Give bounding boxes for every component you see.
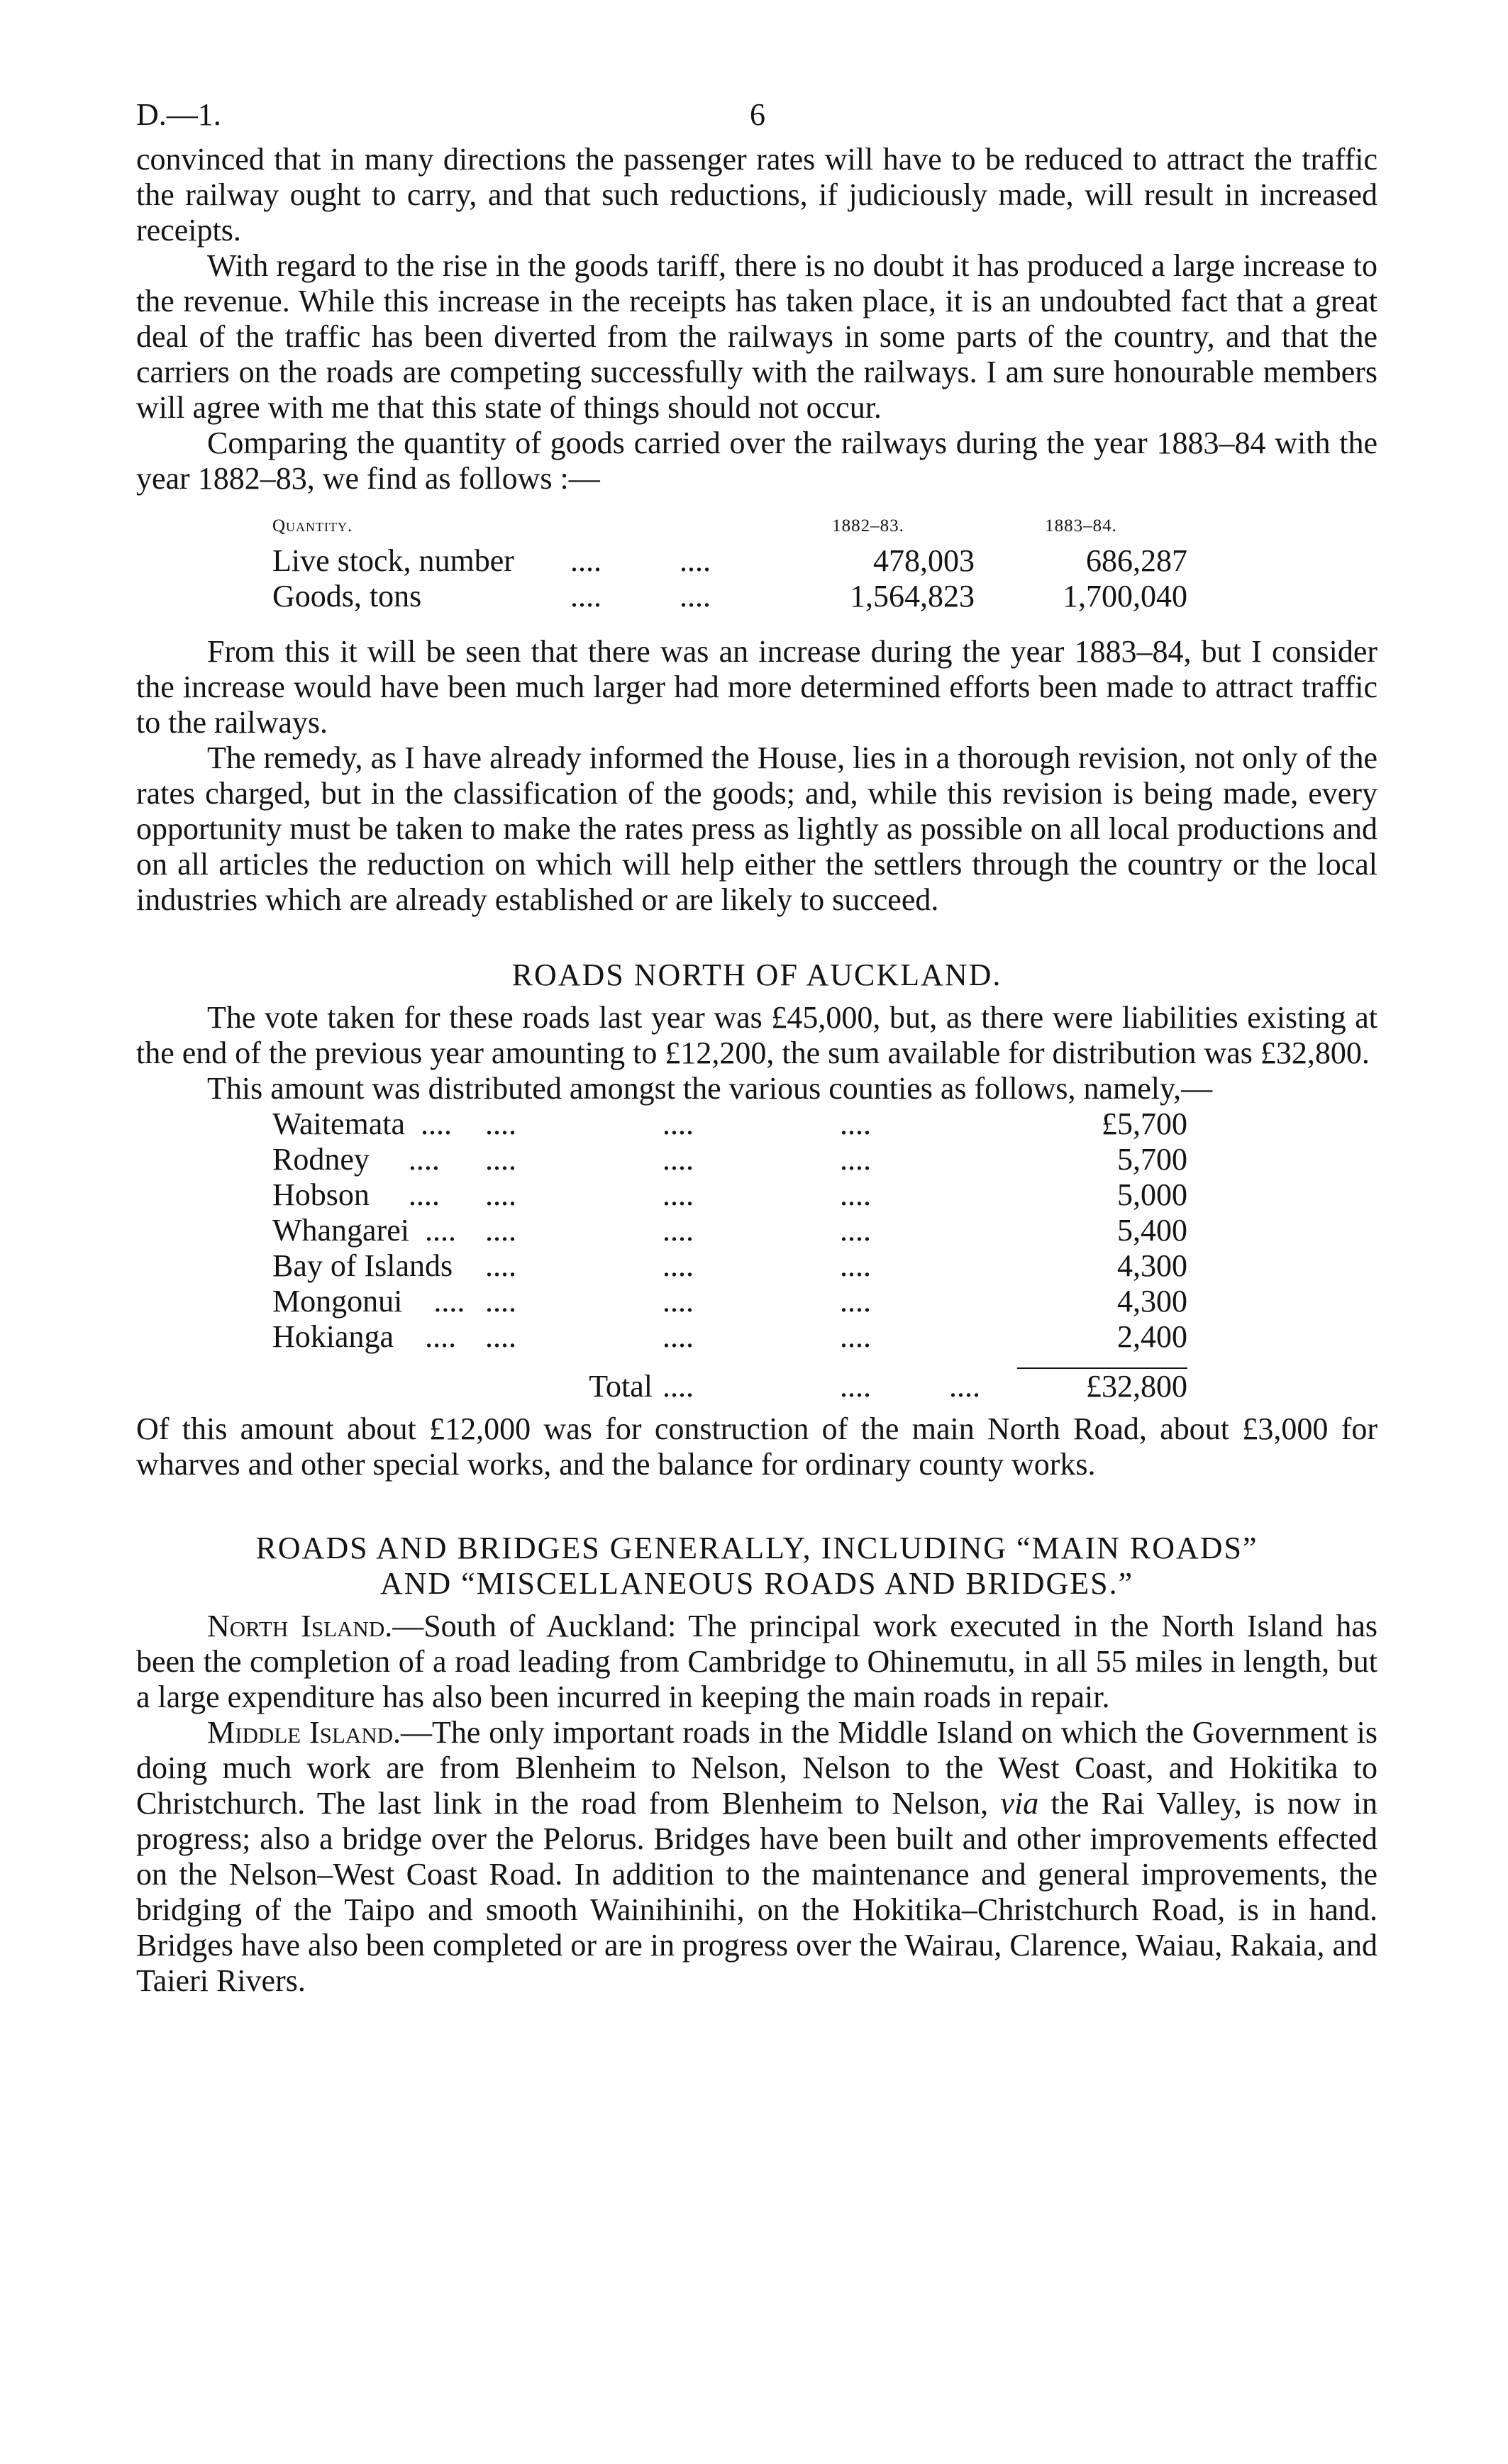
table-row [272,1319,1187,1355]
table-row [272,1177,1187,1213]
page-header [136,85,1377,142]
sum-rule-line [1017,1355,1187,1368]
document-reference: D.—1. [136,97,221,132]
leader-dots: .... [662,1284,694,1319]
county-amount: £5,700 [1102,1106,1187,1141]
page-number: 6 [750,97,765,132]
county-name: Waitemata .... [272,1106,453,1141]
north-island-label: North Island. [207,1609,393,1643]
leader-dots: .... [840,1368,871,1404]
leader-dots: .... [840,1106,871,1141]
table-row [272,1213,1187,1248]
col-quantity: Quantity. [272,516,353,535]
increase-paragraph: From this it will be seen that there was an increase during the year 1883–84, but I consider the increase would have been much larger had more determined efforts been made to attract traffic to the railways. [136,634,1377,740]
allocation-paragraph: Of this amount about £12,000 was for construction of the main North Road, about £3,000 for wharves and other special works, and the balance for ordinary county works. [136,1411,1377,1482]
section-heading-roads-north: ROADS NORTH OF AUCKLAND. [511,958,1002,992]
table-row [272,579,1187,614]
quantity-table [272,516,1187,614]
total-row [272,1368,1187,1404]
county-amount: 5,000 [1117,1177,1187,1212]
table-row [272,1248,1187,1284]
row-label: Live stock, number [272,543,514,578]
leader-dots: .... [433,1284,465,1319]
leader-dots: .... [485,1248,516,1283]
total-rule [272,1355,1187,1368]
col-1883-84: 1883–84. [1045,516,1117,535]
leader-dots: .... [840,1213,871,1248]
quantity-table-header [272,516,1187,543]
leader-dots: .... [485,1319,516,1354]
leader-dots: .... [680,543,711,578]
leader-dots: .... [421,1106,453,1141]
county-amount: 4,300 [1117,1248,1187,1283]
leader-dots: .... [662,1106,694,1141]
north-island-paragraph [136,1609,1377,1715]
leader-dots: .... [840,1177,871,1212]
middle-island-text-2: the Rai Valley, is now in progress; also a bridge over the Pelorus. Bridges have been built and other improvements effected on the Nelson–West Coast Road. In addition to the maintenance and general improvements, the bridging of the Taipo and smooth Wainihinihi, on the Hokitika–Christchurch Road, is in hand. Bridges have also been completed or are in progress over the Wairau, Clarence, Waiau, Rakaia, and Taieri Rivers. [136,1786,1378,1998]
value-1883-84: 686,287 [1086,543,1187,578]
document-page [136,85,1377,1999]
distribution-paragraph: This amount was distributed amongst the various counties as follows, namely,— [207,1071,1213,1106]
leader-dots: .... [662,1248,694,1283]
total-label: Total [589,1368,653,1404]
county-name: Rodney .... [272,1142,440,1177]
goods-tariff-paragraph: With regard to the rise in the goods tariff, there is no doubt it has produced a large increase to the revenue. While this increase in the receipts has taken place, it is an undoubted fact that a great deal of the traffic has been diverted from the railways in some parts of the country, and that the carriers on the roads are competing successfully with the railways. I am sure honourable members will agree with me that this state of things should not occur. [136,248,1377,425]
table-row [272,1284,1187,1319]
leader-dots: .... [840,1319,871,1354]
heading-line-2: AND “MISCELLANEOUS ROADS AND BRIDGES.” [379,1566,1134,1601]
middle-island-label: Middle Island. [207,1715,401,1750]
table-row [272,1142,1187,1177]
table-row [272,543,1187,579]
leader-dots: .... [840,1142,871,1177]
leader-dots: .... [485,1106,516,1141]
leader-dots: .... [662,1177,694,1212]
county-name: Hobson .... [272,1177,440,1212]
leader-dots: .... [425,1213,456,1248]
leader-dots: .... [485,1213,516,1248]
section-heading-roads-bridges [136,1531,1377,1602]
value-1882-83: 1,564,823 [850,579,975,614]
counties-table [272,1106,1187,1404]
leader-dots: .... [662,1213,694,1248]
total-amount: £32,800 [1086,1369,1187,1404]
leader-dots: .... [485,1284,516,1319]
leader-dots: .... [570,579,601,614]
leader-dots: .... [662,1368,694,1404]
col-1882-83: 1882–83. [832,516,904,535]
leader-dots: .... [680,579,711,614]
leader-dots: .... [485,1142,516,1177]
county-name: Bay of Islands [272,1248,453,1283]
leader-dots: .... [408,1142,440,1177]
north-island-text: —South of Auckland: The principal work executed in the North Island has been the completion of a road leading from Cambridge to Ohinemutu, in all 55 miles in length, but a large expenditure has also been incurred in keeping the main roads in repair. [136,1609,1377,1714]
remedy-paragraph: The remedy, as I have already informed the House, lies in a thorough revision, not only of the rates charged, but in the classification of the goods; and, while this revision is being made, every opportunity must be taken to make the rates press as lightly as possible on all local productions and on all articles the reduction on which will help either the settlers through the country or the local industries which are already established or are likely to succeed. [136,740,1377,917]
leader-dots: .... [949,1368,980,1404]
table-row [272,1106,1187,1142]
county-name: Mongonui .... [272,1284,465,1319]
intro-paragraph: convinced that in many directions the passenger rates will have to be reduced to attract the traffic the railway ought to carry, and that such reductions, if judiciously made, will result in increased receipts. [136,142,1377,248]
county-amount: 2,400 [1117,1319,1187,1354]
row-label: Goods, tons [272,579,422,614]
comparing-paragraph: Comparing the quantity of goods carried over the railways during the year 1883–84 with the year 1882–83, we find as follows :— [136,426,1377,496]
leader-dots: .... [840,1284,871,1319]
via-italic: via [1000,1786,1039,1821]
leader-dots: .... [840,1248,871,1283]
county-amount: 5,400 [1117,1213,1187,1248]
county-amount: 5,700 [1117,1142,1187,1177]
county-name: Hokianga .... [272,1319,457,1354]
middle-island-text-1: —The only important roads in the Middle Island on which the Government is doing much work are from Blenheim to Nelson, Nelson to the West Coast, and Hokitika to Christchurch. The last link in the road from Blenheim to Nelson, [136,1715,1377,1821]
value-1883-84: 1,700,040 [1063,579,1187,614]
county-name: Whangarei .... [272,1213,456,1248]
leader-dots: .... [662,1142,694,1177]
leader-dots: .... [408,1177,440,1212]
leader-dots: .... [662,1319,694,1354]
leader-dots: .... [425,1319,457,1354]
leader-dots: .... [485,1177,516,1212]
heading-line-1: ROADS AND BRIDGES GENERALLY, INCLUDING “MAIN ROADS” [255,1531,1258,1565]
value-1882-83: 478,003 [873,543,975,578]
leader-dots: .... [570,543,601,578]
middle-island-paragraph [136,1715,1377,1999]
vote-paragraph: The vote taken for these roads last year was £45,000, but, as there were liabilities existing at the end of the previous year amounting to £12,200, the sum available for distribution was £32,800. [136,1000,1377,1070]
county-amount: 4,300 [1117,1284,1187,1319]
